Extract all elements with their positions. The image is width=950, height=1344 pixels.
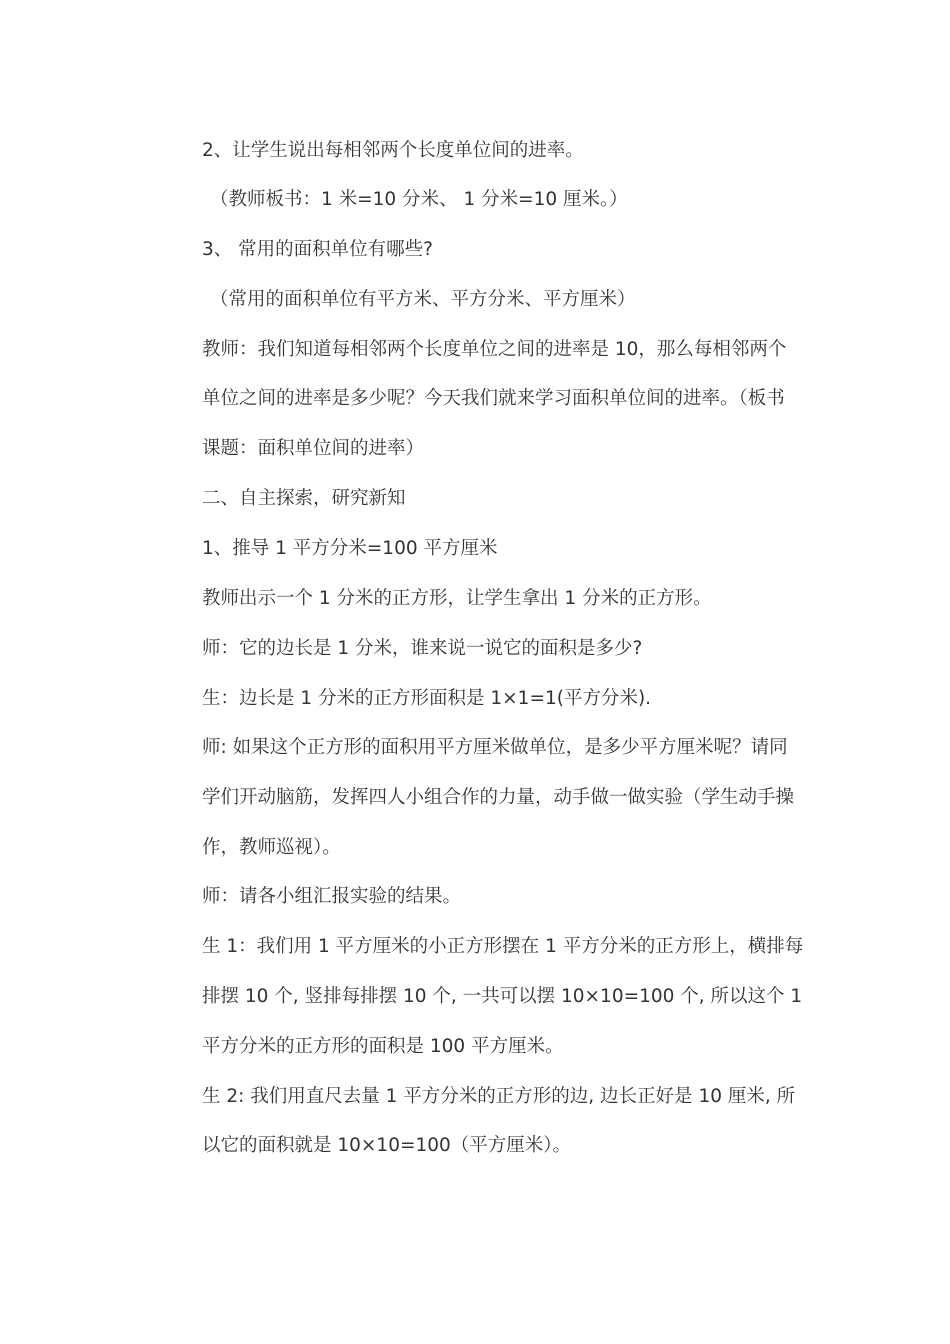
text-line-14: 学们开动脑筋，发挥四人小组合作的力量，动手做一做实验（学生动手操 [202,787,795,808]
text-line-12: 生：边长是 1 分米的正方形面积是 1×1=1(平方分米). [202,688,652,709]
text-line-13: 师: 如果这个正方形的面积用平方厘米做单位，是多少平方厘米呢？请同 [202,737,788,758]
subsection-heading: 1、推导 1 平方分米=100 平方厘米 [202,538,498,559]
text-line-7: 课题：面积单位间的进率） [202,438,425,459]
text-line-3: 3、 常用的面积单位有哪些? [202,239,433,260]
section-heading: 二、自主探索，研究新知 [202,488,406,509]
text-line-15: 作，教师巡视）。 [202,837,341,858]
text-line-1: 2、让学生说出每相邻两个长度单位间的进率。 [202,140,584,161]
text-line-4: （常用的面积单位有平方米、平方分米、平方厘米） [210,289,636,310]
text-line-18: 排摆 10 个, 竖排每排摆 10 个, 一共可以摆 10×10=100 个, 所以这个 1 [202,986,803,1007]
text-line-20: 生 2: 我们用直尺去量 1 平方分米的正方形的边, 边长正好是 10 厘米, 所 [202,1086,796,1107]
text-line-2: （教师板书：1 米=10 分米、 1 分米=10 厘米。） [210,189,628,210]
text-line-16: 师：请各小组汇报实验的结果。 [202,886,462,907]
text-line-19: 平方分米的正方形的面积是 100 平方厘米。 [202,1036,564,1057]
text-line-17: 生 1：我们用 1 平方厘米的小正方形摆在 1 平方分米的正方形上，横排每 [202,936,804,957]
text-line-5: 教师：我们知道每相邻两个长度单位之间的进率是 10，那么每相邻两个 [202,339,787,360]
text-line-11: 师：它的边长是 1 分米，谁来说一说它的面积是多少? [202,638,643,659]
text-line-6: 单位之间的进率是多少呢？今天我们就来学习面积单位间的进率。（板书 [202,388,785,409]
text-line-21: 以它的面积就是 10×10=100（平方厘米）。 [202,1135,572,1156]
text-line-10: 教师出示一个 1 分米的正方形，让学生拿出 1 分米的正方形。 [202,588,712,609]
